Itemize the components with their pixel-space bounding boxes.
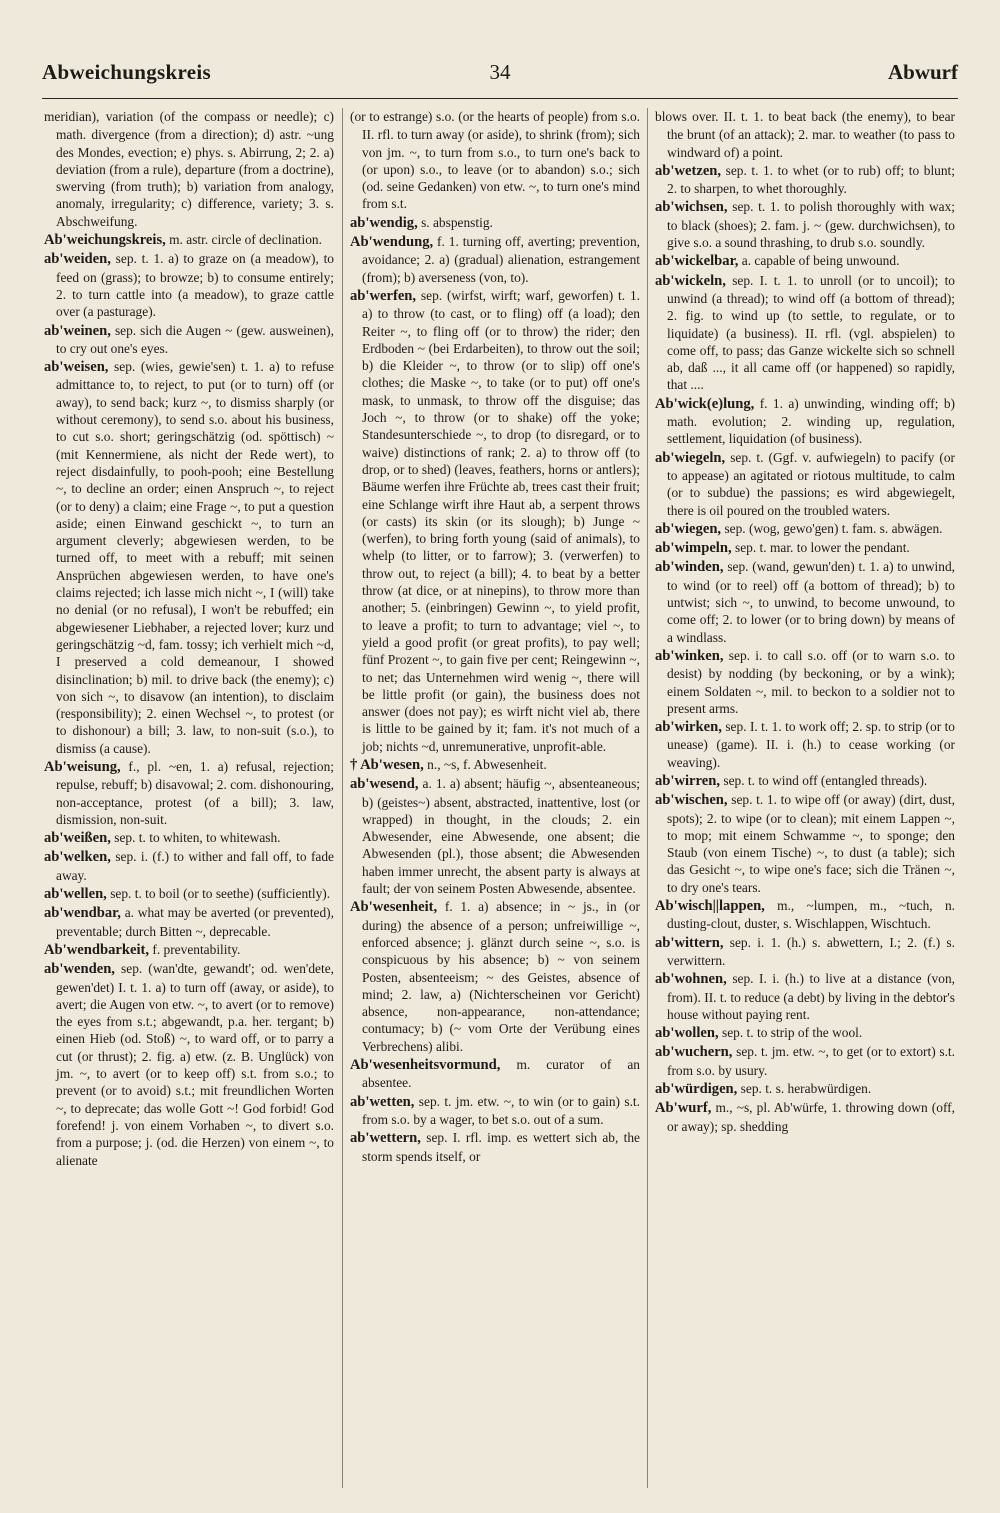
entry-headword: Ab'weisung, <box>44 758 121 775</box>
dictionary-entry <box>44 108 334 230</box>
entry-definition: sep. I. i. (h.) to live at a distance (von, from). II. t. to reduce (a debt) by living in the debtor's house without paying rent. <box>667 971 955 1022</box>
dictionary-entry <box>655 772 955 790</box>
entry-headword: ab'wirken, <box>655 719 722 736</box>
entry-definition: sep. t. jm. etw. ~, to get (or to extort) s.t. from s.o. by usury. <box>667 1044 955 1078</box>
entry-headword: ab'weiden, <box>44 251 111 268</box>
entry-definition: sep. I. t. 1. to unroll (or to uncoil); to unwind (a thread); to wind off (a bottom of thread); 2. fig. to wind up (to settle, to regulate, or to liquidate) (a business). II. rfl. (vgl. abspielen) to come off, to pass; das Ganze wickelte sich so schnell ab, daß ..., it all came off (or happened) so rapidly, that .... <box>667 272 955 393</box>
entry-definition: (or to estrange) s.o. (or the hearts of people) from s.o. II. rfl. to turn away (or aside), to shrink (from); sich von jm. ~, to turn from s.o., to turn one's back to (or upon) s.o., to leave (or to abandon) s.o.; sich (od. seine Gedanken) von etw. ~, to turn one's mind from s.t. <box>350 109 640 212</box>
dictionary-entry <box>350 108 640 213</box>
dictionary-entry <box>655 718 955 771</box>
entry-headword: ab'wimpeln, <box>655 540 732 557</box>
entry-definition: sep. t. jm. etw. ~, to win (or to gain) s.t. from s.o. by a wager, to bet s.o. out of a sum. <box>362 1093 640 1127</box>
entry-headword: Ab'wendbarkeit, <box>44 941 150 958</box>
entry-definition: s. abspenstig. <box>421 214 493 230</box>
entry-definition: sep. i. 1. (h.) s. abwettern, I.; 2. (f.) s. verwittern. <box>667 934 955 968</box>
header-first-entry: Abweichungskreis <box>42 60 211 84</box>
dictionary-entry <box>350 233 640 286</box>
entry-definition: blows over. II. t. 1. to beat back (the enemy), to bear the brunt (of an attack); 2. mar. to weather (to pass to windward of) a point. <box>655 109 955 160</box>
entry-definition: sep. t. s. herabwürdigen. <box>740 1081 872 1097</box>
entry-definition: sep. (wog, gewo'gen) t. fam. s. abwägen. <box>724 520 943 536</box>
entry-headword: Ab'wurf, <box>655 1100 712 1117</box>
entry-definition: m., ~lumpen, m., ~tuch, n. dusting-clout, duster, s. Wischlappen, Wischtuch. <box>667 898 955 932</box>
entry-headword: ab'wendig, <box>350 214 418 231</box>
entry-headword: ab'würdigen, <box>655 1081 738 1098</box>
entry-definition: a. what may be averted (or prevented), preventable; durch Bitten ~, deprecable. <box>56 905 334 939</box>
dictionary-entry <box>655 449 955 519</box>
entry-headword: ab'wiegeln, <box>655 449 726 466</box>
dictionary-entry <box>44 960 334 1169</box>
entry-definition: f. preventability. <box>152 941 241 957</box>
dictionary-entry <box>350 1129 640 1165</box>
entry-definition: a. capable of being unwound. <box>741 253 900 269</box>
header-last-entry: Abwurf <box>887 60 958 84</box>
entry-headword: ab'wetzen, <box>655 162 722 179</box>
dictionary-entry <box>44 250 334 320</box>
dictionary-entry <box>655 647 955 717</box>
entry-definition: m., ~s, pl. Ab'würfe, 1. throwing down (off, or away); sp. shedding <box>667 1100 955 1134</box>
dictionary-entry <box>44 758 334 828</box>
entry-definition: sep. (wirfst, wirft; warf, geworfen) t. 1. a) to throw (to cast, or to fling) off (a load); den Reiter ~, to fling off (or to throw) the rider; den Erdboden ~ (bei Erdarbeiten), to throw out the soil; b) die Kleider ~, to throw (or to slip) off one's clothes; die Maske ~, to take (or to put) off one's mask, to unmask, to throw off the disguise; das Joch ~, to throw (or to shake) off the yoke; Standesunterschiede ~, to drop (to disregard, or to waive) distinctions of rank; 2. a) to throw off (to drop, or to shed) (leaves, feathers, horns or antlers); Bäume werfen ihre Früchte ab, trees cast their fruit; eine Schlange wirft ihre Haut ab, a serpent throws (or casts) its skin (or its slough); b) Junge ~ (werfen), to bring forth young (said of animals), to whelp (to litter, or to farrow); 3. (verwerfen) to throw out, to reject (a bill); 4. to beat by a better throw (at dice, or at ninepins), to throw more than another; 5. (einbringen) Gewinn ~, to yield profit, to leave a profit; to turn to advantage; viel ~, to yield a good profit (or great profits), to pay well; fünf Prozent ~, to gain five per cent; Reingewinn ~, to net; das Unternehmen wird wenig ~, there will be little profit (or gain), the business does not answer (does not pay); es wirft nicht viel ab, there is little to be gained by it; fam. it's not much of a job; nichts ~d, unremunerative, unprofit-able. <box>362 287 640 754</box>
dictionary-entry <box>655 934 955 970</box>
column-3 <box>655 108 955 1503</box>
entry-headword: ab'wittern, <box>655 934 724 951</box>
entry-headword: Ab'weichungskreis, <box>44 232 166 249</box>
entry-definition: sep. t. (Ggf. v. aufwiegeln) to pacify (or to appease) an agitated or riotous multitude, to calm (or to subdue) the passions; es wird abgewiegelt, there is oil poured on the troubled waters. <box>667 449 955 518</box>
entry-headword: ab'welken, <box>44 849 111 866</box>
column-2 <box>350 108 640 1503</box>
dictionary-entry <box>655 520 955 538</box>
entry-headword: ab'winden, <box>655 559 724 576</box>
entry-headword: ab'wellen, <box>44 886 107 903</box>
entry-definition: m. astr. circle of declination. <box>169 232 322 248</box>
entry-headword: Ab'wesenheit, <box>350 899 438 916</box>
dictionary-entry <box>655 539 955 557</box>
entry-headword: ab'wohnen, <box>655 971 727 988</box>
entry-headword: ab'wischen, <box>655 792 728 809</box>
entry-definition: a. 1. a) absent; häufig ~, absenteaneous; b) (geistes~) absent, abstracted, inattentive, lost (or wrapped) in thought, in the clouds; 2. ein Abwesender, eine Abwesende, one absent; die Abwesenden (pl.), those absent; die Abwesenden haben immer unrecht, the absent party is always at fault; der von seinem Posten Abwesende, absentee. <box>362 776 640 897</box>
entry-headword: ab'wirren, <box>655 772 720 789</box>
dictionary-entry <box>350 214 640 232</box>
dictionary-entry <box>350 1056 640 1092</box>
entry-definition: sep. t. 1. to whet (or to rub) off; to blunt; 2. to sharpen, to whet thoroughly. <box>667 162 955 197</box>
entry-headword: ab'wettern, <box>350 1130 421 1147</box>
entry-definition: sep. t. 1. a) to graze on (a meadow), to feed on (grass); to browze; b) to consume entirely; 2. to turn cattle into (a meadow), to graze cattle over (a pasturage). <box>56 251 334 320</box>
entry-definition: sep. t. to wind off (entangled threads). <box>723 772 928 788</box>
dictionary-entry <box>655 395 955 448</box>
dictionary-entry <box>350 1093 640 1129</box>
dictionary-entry <box>44 885 334 903</box>
column-1 <box>44 108 334 1503</box>
entry-headword: Ab'wesenheitsvormund, <box>350 1057 501 1074</box>
dictionary-entry <box>44 231 334 249</box>
entry-definition: sep. t. mar. to lower the pendant. <box>735 540 910 556</box>
entry-headword: Ab'wick(e)lung, <box>655 395 755 412</box>
entry-headword: Ab'wisch||lappen, <box>655 898 765 915</box>
entry-definition: f. 1. a) unwinding, winding off; b) math. evolution; 2. winding up, regulation, settlement, liquidation (of business). <box>667 395 955 447</box>
entry-definition: sep. i. to call s.o. off (or to warn s.o. to desist) by nodding (by beckoning, or by a wink); einem Soldaten ~, mil. to beckon to a soldier not to present arms. <box>667 647 955 716</box>
entry-definition: sep. I. t. 1. to work off; 2. sp. to strip (or to unease) (game). II. i. (h.) to cease working (or weaving). <box>667 719 955 770</box>
column-rule-2 <box>647 108 648 1488</box>
entry-definition: sep. I. rfl. imp. es wettert sich ab, the storm spends itself, or <box>362 1130 640 1164</box>
entry-headword: ab'wollen, <box>655 1025 719 1042</box>
dictionary-entry <box>655 1099 955 1135</box>
entry-headword: ab'weisen, <box>44 359 109 376</box>
dictionary-entry <box>655 162 955 198</box>
entry-definition: sep. t. to boil (or to seethe) (sufficiently). <box>110 886 331 902</box>
entry-headword: ab'wendbar, <box>44 905 121 922</box>
dictionary-entry <box>44 941 334 959</box>
entry-definition: f., pl. ~en, 1. a) refusal, rejection; repulse, rebuff; b) disavowal; 2. com. dishonouring, non-acceptance, protest (of a bill); 3. law, dismission, non-suit. <box>56 758 334 827</box>
dictionary-entry <box>655 108 955 161</box>
entry-definition: f. 1. turning off, averting; prevention, avoidance; 2. a) (gradual) alienation, estrangement (from); b) averseness (von, to). <box>362 234 640 285</box>
dictionary-entry <box>655 252 955 270</box>
dictionary-entry <box>655 1043 955 1079</box>
dictionary-entry <box>655 791 955 896</box>
entry-headword: ab'wenden, <box>44 961 115 978</box>
entry-definition: sep. (wand, gewun'den) t. 1. a) to unwind, to wind (or to reel) off (a bottom of thread); b) to untwist; sich ~, to unwind, to become unwound, to come off; 2. to lower (or to bring down) by means of a windlass. <box>667 559 955 645</box>
dictionary-entry <box>655 897 955 933</box>
entry-definition: f. 1. a) absence; in ~ js., in (or during) the absence of a person; unfreiwillige ~, enforced absence; j. glänzt durch seine ~, s.o. is conspicuous by his absence; b) ~ von seinem Posten, absenteeism; ~ des Geistes, absence of mind; 2. law, a) (Nichterscheinen vor Gericht) absence, non-appearance, non-attendance; contumacy; b) (~ vom Orte der Verübung eines Verbrechens) alibi. <box>362 899 640 1054</box>
entry-definition: sep. (wies, gewie'sen) t. 1. a) to refuse admittance to, to reject, to put (or to turn) off (or away), to send back; kurz ~, to dismiss sharply (or without ceremony), to send s.o. about his business, to cut s.o. short; geringschätzig (od. spöttisch) ~ (mit Kennermiene, als nicht der Rede wert), to reject disdainfully, to pooh-pooh; eine Bestellung ~, to decline an order; einen Anspruch ~, to reject (or to deny) a claim; eine Frage ~, to put a question aside; einen Einwand geschickt ~, to turn an argument cleverly; abgewiesen werden, to be turned off, to meet with a rebuff; mit seinen Ansprüchen abgewiesen werden, to have one's claims rejected; ich lasse mich nicht ~, I (will) take no denial (or no refusal), I won't be rebuffed; ein abgewiesener Liebhaber, a rejected lover; kurz und geringschätzig ~d, fam. tossy; ich verhielt mich ~d, I preserved a cold demeanour, I showed disinclination; b) mil. to drive back (the enemy); c) von sich ~, to disavow (an intention), to disclaim (responsibility); 2. einen Wechsel ~, to protest (or to dishonour) a bill; 3. law, to non-suit (s.o.), to dismiss (a cause). <box>56 359 334 756</box>
dictionary-entry <box>44 358 334 757</box>
entry-definition: sep. (wan'dte, gewandt'; od. wen'dete, gewen'det) I. t. 1. a) to turn off (away, or aside), to avert; die Augen von etw. ~, to avert (or to remove) the eyes from s.t.; abgewandt, p.a. her. tergant; b) einen Hieb (od. Stoß) ~, to ward off, or to parry a cut (or thrust); 2. fig. a) etw. (z. B. Unglück) von jm. ~, to avert (or to keep off) s.t. from s.o.; to prevent (or to avoid) s.t.; mit freundlichen Worten ~, to deprecate; das wolle Gott ~! God forbid! God forefend! j. von einem Vorhaben ~, to divert s.o. from a purpose; j. (od. die Herzen) von einem ~, to alienate <box>56 961 334 1168</box>
page-header <box>42 58 958 99</box>
entry-headword: ab'weinen, <box>44 322 111 339</box>
dictionary-entry <box>44 904 334 940</box>
dictionary-entry <box>44 848 334 884</box>
entry-headword: Ab'wendung, <box>350 234 434 251</box>
entry-definition: meridian), variation (of the compass or needle); c) math. divergence (from a direction); d) astr. ~ung des Mondes, evection; e) phys. s. Abirrung, 2; 2. a) deviation (from a rule), departure (from a doctrine), swerving (from truth); b) variation from analogy, anomaly, irregularity; c) difference, variety; 3. s. Abschweifung. <box>44 109 334 229</box>
entry-definition: sep. t. 1. to wipe off (or away) (dirt, dust, spots); 2. to wipe (or to clean); mit einem Lappen ~, to mop; mit einem Schwamme ~, to sponge; den Staub (von einem Tische) ~, to dust (a table); sich das Gesicht ~, to wipe one's face; sich die Tränen ~, to dry one's tears. <box>667 792 955 895</box>
entry-headword: ab'wesend, <box>350 776 419 793</box>
entry-headword: ab'werfen, <box>350 287 417 304</box>
dictionary-entry <box>655 1024 955 1042</box>
dictionary-entry <box>44 322 334 358</box>
dictionary-entry <box>655 558 955 645</box>
entry-headword: † Ab'wesen, <box>350 756 424 773</box>
entry-headword: ab'wichsen, <box>655 199 728 216</box>
dictionary-entry <box>655 1080 955 1098</box>
dictionary-entry <box>350 775 640 897</box>
dictionary-entry <box>350 756 640 774</box>
entry-definition: sep. t. 1. to polish thoroughly with wax; to black (shoes); 2. fam. j. ~ (gew. durchwichsen), to give s.o. a sound thrashing, to drub s.o. soundly. <box>667 199 955 251</box>
dictionary-entry <box>350 898 640 1055</box>
dictionary-entry <box>655 970 955 1023</box>
entry-headword: ab'weißen, <box>44 830 111 847</box>
entry-definition: sep. sich die Augen ~ (gew. ausweinen), to cry out one's eyes. <box>56 322 334 356</box>
entry-definition: n., ~s, f. Abwesenheit. <box>427 756 547 772</box>
entry-headword: ab'wickeln, <box>655 272 726 289</box>
entry-headword: ab'wetten, <box>350 1093 415 1110</box>
entry-headword: ab'wuchern, <box>655 1044 733 1061</box>
column-rule-1 <box>342 108 343 1488</box>
entry-headword: ab'wickelbar, <box>655 253 739 270</box>
dictionary-entry <box>655 198 955 251</box>
entry-definition: sep. i. (f.) to wither and fall off, to fade away. <box>56 849 334 883</box>
dictionary-entry <box>44 829 334 847</box>
entry-headword: ab'winken, <box>655 647 724 664</box>
entry-headword: ab'wiegen, <box>655 520 722 537</box>
dictionary-entry <box>655 272 955 394</box>
entry-definition: sep. t. to strip of the wool. <box>722 1025 863 1041</box>
page-number: 34 <box>489 60 511 84</box>
entry-definition: sep. t. to whiten, to whitewash. <box>114 830 281 846</box>
dictionary-entry <box>350 287 640 755</box>
entry-definition: m. curator of an absentee. <box>362 1057 640 1091</box>
